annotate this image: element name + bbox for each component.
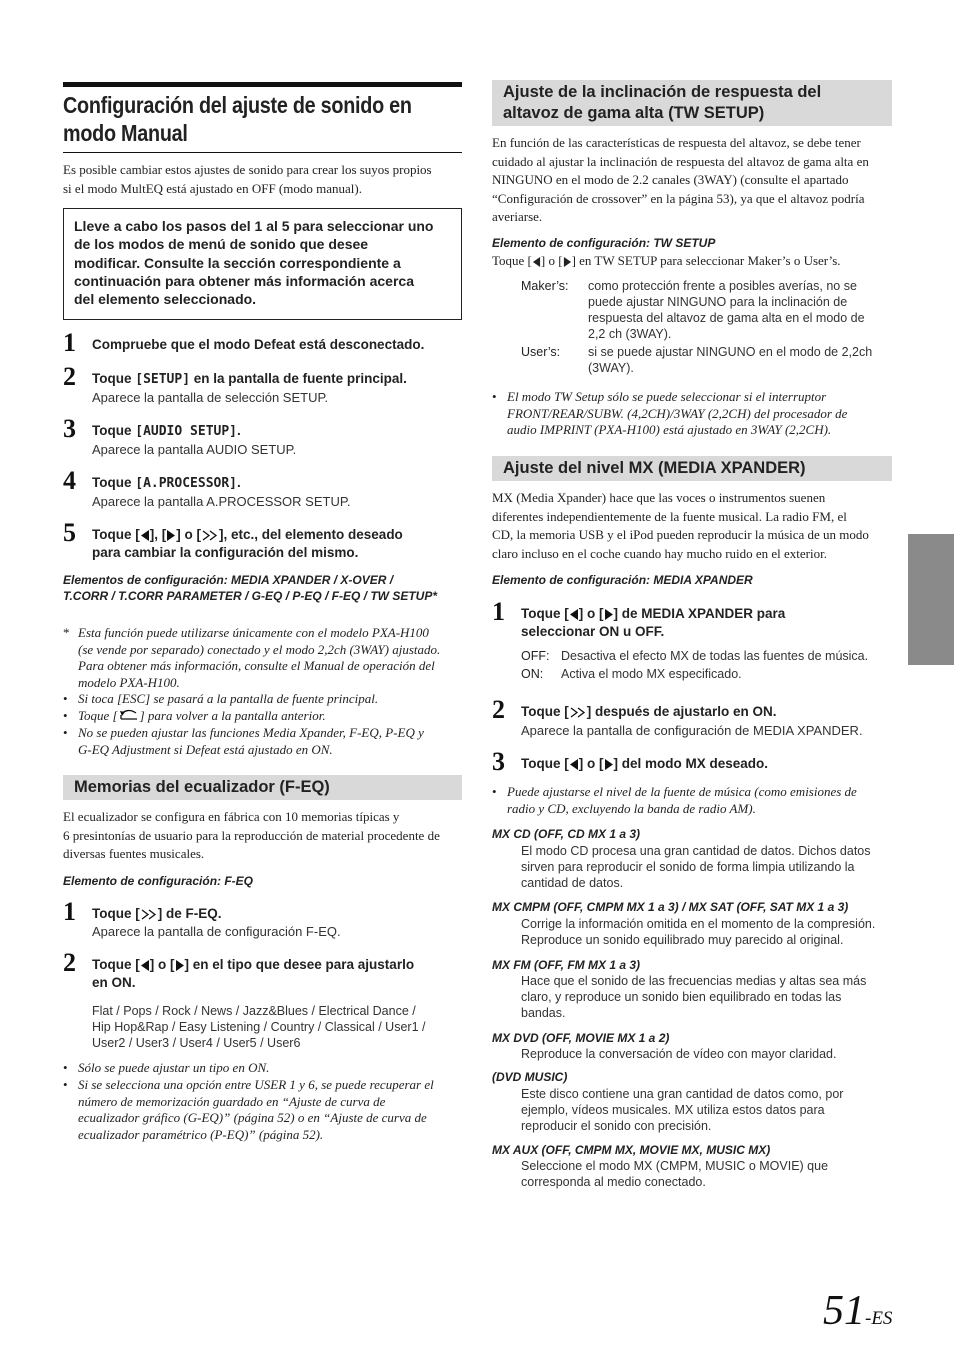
mx-item-label: MX CD (OFF, CD MX 1 a 3) [492, 827, 641, 841]
tw-makers-desc: como protección frente a posibles averías, no se puede ajustar NINGUNO para la inclinación de respuesta del altavoz de gama alta en el modo de 2,2 ch (3WAY). [588, 279, 865, 341]
page-title: Configuración del ajuste de sonido en modo Manual [63, 82, 462, 153]
feq-note-user: • Si se selecciona una opción entre USER 1 y 6, se puede recuperar el número de memorización guardado en “Ajuste de curva de ecualizador gráfico (G-EQ)” (página 52) o en “Ajuste de curva de ecualizador paramétrico (P-EQ)” (página 52). [63, 1077, 434, 1142]
tw-section-heading: Ajuste de la inclinación de respuesta del altavoz de gama alta (TW SETUP) [492, 80, 892, 126]
mx-on-term: ON: [521, 667, 544, 681]
step-result: Aparece la pantalla A.PROCESSOR SETUP. [92, 494, 351, 509]
mx-item-label: MX AUX (OFF, CMPM MX, MOVIE MX, MUSIC MX) [492, 1143, 771, 1157]
arrow-left-icon [569, 759, 579, 770]
step-number: 3 [63, 414, 76, 443]
mx-item-desc: Seleccione el modo MX (CMPM, MUSIC o MOVIE) que corresponda al medio conectado. [521, 1159, 829, 1189]
mx-item-label: MX CMPM (OFF, CMPM MX 1 a 3) / MX SAT (OFF, SAT MX 1 a 3) [492, 900, 849, 914]
step-number: 1 [63, 897, 76, 926]
mx-item-label: MX DVD (OFF, MOVIE MX 1 a 2) [492, 1031, 670, 1045]
mx-section-heading: Ajuste del nivel MX (MEDIA XPANDER) [492, 456, 892, 481]
note-defeat: • No se pueden ajustar las funciones Media Xpander, F-EQ, P-EQ y G-EQ Adjustment si Defeat está ajustado en ON. [63, 725, 424, 757]
mx-item-desc: Reproduce la conversación de vídeo con mayor claridad. [521, 1047, 837, 1061]
arrow-left-icon [140, 960, 150, 971]
mx-off-term: OFF: [521, 649, 550, 663]
mx-item-desc: Corrige la información omitida en el momento de la compresión. Reproduce un sonido equilibrado muy parecido al original. [521, 917, 876, 947]
feq-section-heading: Memorias del ecualizador (F-EQ) [63, 775, 462, 800]
step-text: Toque [A.PROCESSOR]. [92, 475, 241, 491]
mx-on-desc: Activa el modo MX especificado. [561, 667, 742, 681]
arrow-right-icon [604, 759, 614, 770]
step-number: 5 [63, 518, 76, 547]
mx-item-label: (DVD MUSIC) [492, 1070, 568, 1084]
arrow-right-icon [166, 530, 176, 541]
step-number: 2 [63, 362, 76, 391]
tw-intro: En función de las características de respuesta del altavoz, se debe tener cuidado al ajustar la inclinación de respuesta del altavoz de gama alta en NINGUNO en el modo de 2.2 canales (3WAY) (consulte el apartado “Configuración de crossover” en la página 53), ya que el altavoz podría averiarse. [492, 135, 869, 225]
step-text: Toque [ ] después de ajustarlo en ON. [521, 704, 777, 719]
config-items-label: Elementos de configuración: MEDIA XPANDER / X-OVER / T.CORR / T.CORR PARAMETER / G-EQ / P-EQ / F-EQ / TW SETUP* [63, 573, 438, 603]
tw-touch-instruction: Toque [ ] o [ ] en TW SETUP para seleccionar Maker’s o User’s. [492, 253, 841, 268]
feq-config-label: Elemento de configuración: F-EQ [63, 874, 254, 888]
step-text: Toque [ ] de F-EQ. [92, 906, 222, 921]
mx-config-label: Elemento de configuración: MEDIA XPANDER [492, 573, 753, 587]
feq-type-list: Flat / Pops / Rock / News / Jazz&Blues / Electrical Dance / Hip Hop&Rap / Easy Listening / Country / Classical / User1 / User2 / User3 / User4 / User5 / User6 [92, 1004, 426, 1050]
arrow-right-icon [563, 257, 572, 267]
step-number: 2 [492, 695, 505, 724]
intro-paragraph: Es posible cambiar estos ajustes de sonido para crear los suyos propios si el modo MultEQ está ajustado en OFF (modo manual). [63, 162, 432, 196]
tw-makers-term: Maker’s: [521, 279, 569, 293]
page-number: 51-ES [823, 1288, 893, 1334]
section-tab [908, 534, 954, 665]
tw-users-term: User’s: [521, 345, 561, 359]
note-esc: • Si toca [ESC] se pasará a la pantalla de fuente principal. [63, 691, 379, 706]
tw-note: • El modo TW Setup sólo se puede seleccionar si el interruptor FRONT/REAR/SUBW. (4,2CH)/3WAY (2,2CH) del procesador de audio IMPRINT (PXA-H100) está ajustado en 3WAY (2,2CH). [492, 389, 848, 437]
arrow-left-icon [140, 530, 150, 541]
step-number: 2 [63, 948, 76, 977]
step-text: Toque [AUDIO SETUP]. [92, 423, 241, 439]
mx-off-desc: Desactiva el efecto MX de todas las fuentes de música. [561, 649, 869, 663]
instruction-box: Lleve a cabo los pasos del 1 al 5 para seleccionar uno de los modos de menú de sonido que desee modificar. Consulte la sección correspondiente a continuación para obtener más información acerca del elemento seleccionado. [63, 208, 462, 320]
note-back: • Toque [ ] para volver a la pantalla anterior. [63, 708, 326, 723]
mx-item-label: MX FM (OFF, FM MX 1 a 3) [492, 958, 641, 972]
step-result: Aparece la pantalla de configuración F-EQ. [92, 924, 341, 939]
double-chevron-icon [201, 530, 219, 541]
feq-note-one: • Sólo se puede ajustar un tipo en ON. [63, 1060, 270, 1075]
mx-item-desc: Este disco contiene una gran cantidad de datos como, por ejemplo, vídeos musicales. MX utiliza estos datos para reproducir el sonido con precisión. [521, 1087, 844, 1133]
mx-intro: MX (Media Xpander) hace que las voces o instrumentos suenen diferentes independientemente de la fuente musical. La radio FM, el CD, la memoria USB y el iPod pueden reproducir la música de un modo claro incluso en el coche cuando hay mucho ruido en el exterior. [492, 490, 869, 561]
mx-item-desc: El modo CD procesa una gran cantidad de datos. Dichos datos sirven para reproducir el sonido de forma limpia utilizando la cantidad de datos. [521, 844, 871, 890]
step-number: 1 [63, 328, 76, 357]
step-text: Toque [ ] o [ ] del modo MX deseado. [521, 756, 769, 771]
arrow-left-icon [532, 257, 541, 267]
step-result: Aparece la pantalla de configuración de MEDIA XPANDER. [521, 723, 863, 738]
double-chevron-icon [569, 707, 587, 718]
step-result: Aparece la pantalla de selección SETUP. [92, 390, 329, 405]
step-result: Aparece la pantalla AUDIO SETUP. [92, 442, 297, 457]
step-text: Toque [SETUP] en la pantalla de fuente principal. [92, 371, 407, 387]
step-number: 3 [492, 747, 505, 776]
footnote: * Esta función puede utilizarse únicamente con el modelo PXA-H100 (se vende por separado) conectado y el modo 2,2ch (3WAY) ajustado. Para obtener más información, consulte el Manual de operación del modelo PXA-H100. [63, 625, 441, 690]
back-arrow-icon [118, 709, 140, 722]
step-text: Toque [ ] o [ ] en el tipo que desee para ajustarlo en ON. [92, 957, 415, 990]
step-text: Toque [ ], [ ] o [ ], etc., del elemento deseado para cambiar la configuración del mismo. [92, 527, 403, 560]
step-text: Compruebe que el modo Defeat está desconectado. [92, 337, 425, 352]
step-text: Toque [ ] o [ ] de MEDIA XPANDER para seleccionar ON u OFF. [521, 606, 786, 639]
step-number: 1 [492, 597, 505, 626]
feq-intro: El ecualizador se configura en fábrica con 10 memorias típicas y 6 presintonías de usuario para la reproducción de material procedente de diversas fuentes musicales. [63, 809, 440, 862]
arrow-right-icon [604, 609, 614, 620]
mx-note: • Puede ajustarse el nivel de la fuente de música (como emisiones de radio y CD, excluyendo la banda de radio AM). [492, 784, 857, 816]
tw-config-label: Elemento de configuración: TW SETUP [492, 236, 716, 250]
tw-users-desc: si se puede ajustar NINGUNO en el modo de 2,2ch (3WAY). [588, 345, 873, 375]
double-chevron-icon [140, 909, 158, 920]
arrow-left-icon [569, 609, 579, 620]
mx-item-desc: Hace que el sonido de las frecuencias medias y altas sea más claro, y reproduce un sonido bien equilibrado en todas las bandas. [521, 974, 867, 1020]
arrow-right-icon [175, 960, 185, 971]
step-number: 4 [63, 466, 76, 495]
